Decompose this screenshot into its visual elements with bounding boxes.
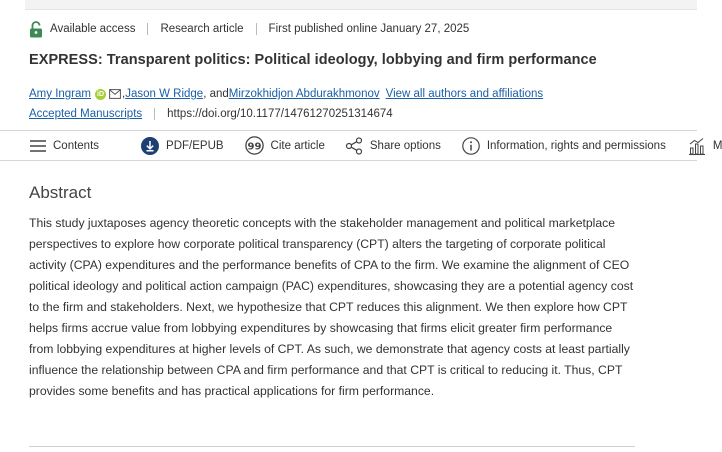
publication-date: First published online January 27, 2025 xyxy=(268,23,470,35)
doi-row xyxy=(29,106,393,122)
cite-article-button[interactable] xyxy=(245,136,325,155)
orcid-icon[interactable]: iD xyxy=(97,90,104,98)
author-link-amy-ingram[interactable]: Amy Ingram xyxy=(29,88,91,100)
author-separator: , xyxy=(122,88,126,100)
quote-icon xyxy=(245,136,264,155)
separator xyxy=(154,108,155,120)
view-all-authors-link[interactable]: View all authors and affiliations xyxy=(385,88,544,100)
metrics-label: M xyxy=(712,139,722,152)
separator xyxy=(147,23,148,35)
share-options-button[interactable] xyxy=(345,137,441,155)
author-link-jason-ridge[interactable]: Jason W Ridge xyxy=(125,88,204,100)
contents-button[interactable] xyxy=(30,139,99,153)
pdf-epub-label: PDF/EPUB xyxy=(166,139,224,152)
info-icon xyxy=(462,137,480,155)
unlock-icon xyxy=(29,21,43,38)
pdf-epub-button[interactable] xyxy=(141,137,224,155)
information-rights-label: Information, rights and permissions xyxy=(486,139,666,152)
author-list xyxy=(29,86,543,102)
menu-icon xyxy=(30,139,46,153)
mail-icon[interactable] xyxy=(109,89,121,99)
divider xyxy=(29,446,635,447)
article-toolbar xyxy=(0,130,722,161)
information-rights-button[interactable] xyxy=(462,137,666,155)
bar-chart-icon xyxy=(688,137,706,155)
author-link-mirzokhidjon-abdurakhmonov[interactable]: Mirzokhidjon Abdurakhmonov xyxy=(228,88,380,100)
share-options-label: Share options xyxy=(369,139,441,152)
separator xyxy=(256,23,257,35)
share-icon xyxy=(345,137,363,155)
author-conjunction: , and xyxy=(203,88,229,100)
article-meta xyxy=(29,20,469,38)
doi-link[interactable]: https://doi.org/10.1177/14761270251314674 xyxy=(167,108,393,120)
contents-label: Contents xyxy=(53,139,100,152)
access-label: Available access xyxy=(50,23,136,35)
article-type: Research article xyxy=(160,23,244,35)
download-icon xyxy=(141,137,159,155)
abstract-heading: Abstract xyxy=(29,183,92,202)
svg-text:99: 99 xyxy=(247,141,262,153)
article-title: EXPRESS: Transparent politics: Political ideology, lobbying and firm performance xyxy=(29,52,597,68)
metrics-button[interactable] xyxy=(688,137,722,155)
abstract-text: This study juxtaposes agency theoretic concepts with the stakeholder management and political marketplace perspectives to explore how corporate political transparency (CPT) alters the targeting of corporate political activity (CPA) expenditures and the performance benefits of CPA to the firm. We examine the alignment of CEO political ideology and political action campaign (PAC) expenditures, showcasing they are a potential agency cost to the firm and stakeholders. Next, we hypothesize that CPT reduces this alignment. We then explore how CPT helps firms accrue value from lobbying expenditures by showcasing that firms elicit greater firm performance from lobbying expenditures at higher levels of CPT. As such, we demonstrate that agency costs at least partially influence the relationship between CPA and firm performance and that CPT is critical to reducing it. Thus, CPT provides some benefits and has practical applications for firm performance. xyxy=(29,216,634,398)
top-bar xyxy=(25,0,697,10)
accepted-manuscripts-link[interactable]: Accepted Manuscripts xyxy=(29,108,143,120)
cite-article-label: Cite article xyxy=(270,139,325,152)
